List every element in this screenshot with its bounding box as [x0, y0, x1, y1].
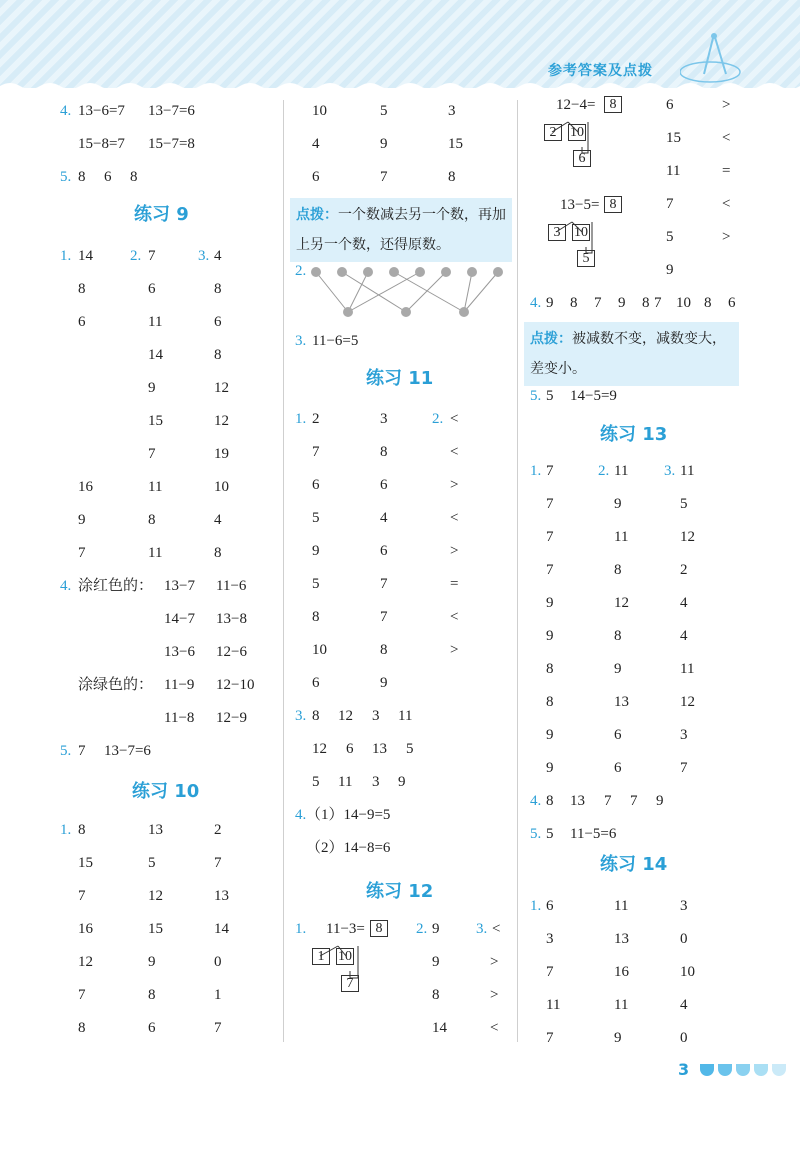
answer-text: 13−8 — [216, 611, 247, 627]
answer-text: 6 — [346, 741, 354, 757]
question-number: 2. — [416, 921, 428, 937]
answer-text: 11−3= — [326, 921, 365, 937]
answer-text: 5 — [546, 388, 554, 404]
answer-text: 13−6 — [164, 644, 195, 660]
answer-text: 12−9 — [216, 710, 247, 726]
answer-text: 0 — [214, 954, 222, 970]
answer-text: 15 — [148, 413, 163, 429]
answer-text: 11 — [148, 314, 163, 330]
question-number: 1. — [530, 898, 542, 914]
answer-text: 6 — [728, 295, 736, 311]
answer-text: < — [722, 196, 731, 212]
answer-text: 12 — [680, 529, 695, 545]
answer-text: > — [722, 229, 731, 245]
answer-text: = — [450, 576, 459, 592]
question-number: 1. — [295, 411, 307, 427]
answer-text: 5 — [148, 855, 156, 871]
answer-text: 7 — [546, 529, 554, 545]
answer-text: 5 — [546, 826, 554, 842]
answer-box: 5 — [577, 250, 595, 267]
answer-text: > — [490, 987, 499, 1003]
answer-text: 15−8=7 — [78, 136, 125, 152]
answer-text: 3 — [448, 103, 456, 119]
answer-text: 6 — [614, 727, 622, 743]
answer-text: 7 — [546, 562, 554, 578]
exercise-title: 练习 11 — [366, 368, 434, 389]
answer-text: 10 — [676, 295, 691, 311]
answer-text: 11 — [666, 163, 681, 179]
answer-text: 8 — [312, 609, 320, 625]
answer-text: 6 — [380, 477, 388, 493]
question-number: 2. — [432, 411, 444, 427]
answer-text: 6 — [666, 97, 674, 113]
answer-box: 6 — [573, 150, 591, 167]
answer-text: 11−5=6 — [570, 826, 617, 842]
answer-text: 8 — [78, 1020, 86, 1036]
answer-text: 9 — [618, 295, 626, 311]
question-number: 5. — [60, 743, 72, 759]
answer-text: 6 — [614, 760, 622, 776]
answer-text: > — [450, 642, 459, 658]
answer-text: 6 — [148, 281, 156, 297]
answer-text: 13 — [148, 822, 163, 838]
answer-text: 6 — [312, 169, 320, 185]
answer-text: 7 — [546, 463, 554, 479]
answer-text: 9 — [546, 760, 554, 776]
answer-text: 11−8 — [164, 710, 195, 726]
answer-text: 6 — [78, 314, 86, 330]
answer-text: 9 — [432, 954, 440, 970]
question-number: 5. — [60, 169, 72, 185]
question-number: 5. — [530, 388, 542, 404]
answer-text: < — [450, 444, 459, 460]
answer-text: 5 — [680, 496, 688, 512]
answer-text: 14 — [432, 1020, 447, 1036]
answer-text: 9 — [78, 512, 86, 528]
answer-box: 7 — [341, 975, 359, 992]
answer-text: 11 — [614, 898, 629, 914]
answer-text: 9 — [614, 496, 622, 512]
question-number: 4. — [60, 578, 72, 594]
answer-text: 12 — [614, 595, 629, 611]
question-number: 3. — [476, 921, 488, 937]
page-number: 3 — [678, 1060, 690, 1079]
answer-text: 7 — [312, 444, 320, 460]
answer-text: 13−7 — [164, 578, 195, 594]
answer-text: 13−5= — [560, 197, 600, 213]
answer-text: 7 — [78, 987, 86, 1003]
answer-text: 6 — [380, 543, 388, 559]
answer-text: 7 — [546, 964, 554, 980]
answer-text: 12−4= — [556, 97, 596, 113]
answer-text: = — [722, 163, 731, 179]
question-number: 1. — [295, 921, 307, 937]
answer-text: 7 — [380, 169, 388, 185]
question-number: 2. — [598, 463, 610, 479]
answer-text: 4 — [680, 997, 688, 1013]
tip-text: 一个数减去另一个数，再加上另一个数，还得原数。 — [296, 207, 506, 253]
answer-box: 8 — [370, 920, 388, 937]
answer-text: 16 — [78, 921, 93, 937]
answer-text: 9 — [398, 774, 406, 790]
answer-text: 9 — [148, 380, 156, 396]
answer-box: 1 — [312, 948, 330, 965]
answer-text: 8 — [312, 708, 320, 724]
answer-text: 8 — [214, 281, 222, 297]
answer-text: 4 — [680, 595, 688, 611]
answer-text: 11 — [148, 545, 163, 561]
answer-box: 10 — [574, 225, 588, 240]
answer-text: 3 — [546, 931, 554, 947]
answer-text: 13 — [614, 931, 629, 947]
answer-text: 8 — [432, 987, 440, 1003]
answer-text: 3 — [380, 411, 388, 427]
answer-text: 8 — [214, 545, 222, 561]
answer-text: 8 — [214, 347, 222, 363]
answer-text: 8 — [546, 694, 554, 710]
answer-text: 8 — [546, 793, 554, 809]
answer-text: 3 — [680, 898, 688, 914]
question-number: 4. — [60, 103, 72, 119]
answer-text: 7 — [604, 793, 612, 809]
answer-text: 13 — [570, 793, 585, 809]
answer-box: 2 — [544, 124, 562, 141]
answer-text: 9 — [432, 921, 440, 937]
answer-text: 11 — [546, 997, 561, 1013]
answer-text: 6 — [312, 477, 320, 493]
answer-text: 15−7=8 — [148, 136, 195, 152]
answer-text: 7 — [594, 295, 602, 311]
answer-text: 4 — [380, 510, 388, 526]
answer-text: 12 — [312, 741, 327, 757]
answer-text: 10 — [214, 479, 229, 495]
answer-text: > — [722, 97, 731, 113]
answer-text: 8 — [614, 628, 622, 644]
answer-text: 11 — [614, 463, 629, 479]
question-number: 3. — [664, 463, 676, 479]
answer-text: 9 — [148, 954, 156, 970]
answer-text: 12 — [680, 694, 695, 710]
answer-text: 6 — [104, 169, 112, 185]
answer-text: < — [450, 609, 459, 625]
answer-text: 11−6=5 — [312, 333, 359, 349]
answer-text: 15 — [448, 136, 463, 152]
answer-text: 16 — [614, 964, 629, 980]
answer-text: 9 — [380, 136, 388, 152]
answer-text: 7 — [630, 793, 638, 809]
answer-text: 8 — [78, 169, 86, 185]
answer-text: 6 — [214, 314, 222, 330]
answer-text: 9 — [380, 675, 388, 691]
answer-text: 9 — [666, 262, 674, 278]
answer-text: 7 — [546, 496, 554, 512]
answer-text: 8 — [148, 987, 156, 1003]
answer-text: 1 — [214, 987, 222, 1003]
answer-text: 7 — [214, 855, 222, 871]
answer-text: 16 — [78, 479, 93, 495]
exercise-title: 练习 14 — [600, 854, 668, 875]
answer-text: 7 — [380, 609, 388, 625]
answer-text: 11−9 — [164, 677, 195, 693]
answer-text: 8 — [546, 661, 554, 677]
exercise-title: 练习 13 — [600, 424, 668, 445]
answer-text: < — [450, 411, 459, 427]
answer-text: 5 — [312, 576, 320, 592]
answer-text: 11−6 — [216, 578, 247, 594]
answer-text: 11 — [614, 529, 629, 545]
answer-text: 8 — [704, 295, 712, 311]
answer-box: 10 — [570, 125, 584, 140]
answer-text: 8 — [78, 281, 86, 297]
question-number: 1. — [530, 463, 542, 479]
answer-text: 涂红色的： — [78, 578, 154, 594]
answer-text: 7 — [680, 760, 688, 776]
question-number: 5. — [530, 826, 542, 842]
answer-text: 12 — [214, 380, 229, 396]
answer-text: 14 — [78, 248, 93, 264]
answer-text: 涂绿色的： — [78, 677, 154, 693]
answer-text: 7 — [148, 446, 156, 462]
question-number: 4. — [295, 807, 307, 823]
answer-text: 13−7=6 — [148, 103, 195, 119]
answer-text: 14−7 — [164, 611, 195, 627]
answer-text: 11 — [614, 997, 629, 1013]
answer-text: 9 — [656, 793, 664, 809]
answer-text: 13 — [214, 888, 229, 904]
question-number: 1. — [60, 822, 72, 838]
answer-text: 8 — [380, 642, 388, 658]
answer-text: 2 — [680, 562, 688, 578]
answer-text: 12 — [214, 413, 229, 429]
answer-text: 5 — [406, 741, 414, 757]
answer-text: 12 — [148, 888, 163, 904]
answer-text: < — [722, 130, 731, 146]
answer-text: < — [492, 921, 501, 937]
answer-text: 8 — [448, 169, 456, 185]
answer-box: 8 — [604, 96, 622, 113]
answer-text: 5 — [380, 103, 388, 119]
answer-text: 9 — [614, 1030, 622, 1046]
answer-text: 15 — [148, 921, 163, 937]
answer-text: > — [450, 543, 459, 559]
answer-text: 10 — [312, 642, 327, 658]
answer-text: 11 — [398, 708, 413, 724]
answer-text: 10 — [680, 964, 695, 980]
answer-text: 12 — [78, 954, 93, 970]
answer-text: 12−6 — [216, 644, 247, 660]
tip-label: 点拨： — [296, 207, 338, 223]
answer-text: 13−6=7 — [78, 103, 125, 119]
answer-text: 7 — [148, 248, 156, 264]
answer-text: 8 — [570, 295, 578, 311]
answer-text: 9 — [546, 628, 554, 644]
answer-text: 8 — [148, 512, 156, 528]
answer-text: （2）14−8=6 — [306, 840, 391, 856]
answer-box: 10 — [338, 949, 352, 964]
answer-text: 7 — [654, 295, 662, 311]
answer-text: 12−10 — [216, 677, 255, 693]
answer-text: 0 — [680, 931, 688, 947]
answer-text: 2 — [312, 411, 320, 427]
answer-text: 19 — [214, 446, 229, 462]
question-number: 2. — [295, 263, 307, 279]
answer-text: 7 — [78, 545, 86, 561]
question-number: 3. — [198, 248, 210, 264]
answer-text: 13 — [372, 741, 387, 757]
answer-text: 8 — [130, 169, 138, 185]
answer-text: 13 — [614, 694, 629, 710]
answer-text: 9 — [614, 661, 622, 677]
answer-text: 14 — [148, 347, 163, 363]
answer-text: 4 — [214, 248, 222, 264]
answer-text: 3 — [372, 774, 380, 790]
answer-text: 15 — [78, 855, 93, 871]
answer-text: 9 — [312, 543, 320, 559]
answer-text: 0 — [680, 1030, 688, 1046]
exercise-title: 练习 10 — [132, 781, 200, 802]
answer-text: 5 — [666, 229, 674, 245]
answer-text: 12 — [338, 708, 353, 724]
answer-text: 5 — [312, 510, 320, 526]
answer-text: < — [490, 1020, 499, 1036]
answer-text: 7 — [546, 1030, 554, 1046]
tip-label: 点拨： — [530, 331, 572, 347]
answer-text: 14 — [214, 921, 229, 937]
answer-text: 8 — [642, 295, 650, 311]
question-number: 4. — [530, 793, 542, 809]
answer-text: 9 — [546, 595, 554, 611]
answer-text: 2 — [214, 822, 222, 838]
answer-text: 13−7=6 — [104, 743, 151, 759]
answer-text: 8 — [380, 444, 388, 460]
answer-text: 6 — [148, 1020, 156, 1036]
answer-text: 11 — [680, 661, 695, 677]
answer-text: 11 — [148, 479, 163, 495]
answer-text: 11 — [338, 774, 353, 790]
exercise-title: 练习 9 — [134, 204, 189, 225]
answer-text: 8 — [614, 562, 622, 578]
answer-text: 7 — [78, 743, 86, 759]
answer-text: 15 — [666, 130, 681, 146]
question-number: 2. — [130, 248, 142, 264]
header-title: 参考答案及点拨 — [548, 63, 653, 79]
answer-text: 3 — [372, 708, 380, 724]
answer-text: 5 — [312, 774, 320, 790]
answer-text: 7 — [214, 1020, 222, 1036]
answer-text: 4 — [312, 136, 320, 152]
answer-text: 3 — [680, 727, 688, 743]
answer-text: 6 — [312, 675, 320, 691]
answer-text: 14−5=9 — [570, 388, 617, 404]
answer-text: 8 — [78, 822, 86, 838]
answer-text: > — [490, 954, 499, 970]
answer-text: 10 — [312, 103, 327, 119]
exercise-title: 练习 12 — [366, 881, 434, 902]
question-number: 4. — [530, 295, 542, 311]
answer-text: 9 — [546, 295, 554, 311]
answer-text: < — [450, 510, 459, 526]
question-number: 3. — [295, 333, 307, 349]
question-number: 3. — [295, 708, 307, 724]
answer-text: 11 — [680, 463, 695, 479]
answer-text: 9 — [546, 727, 554, 743]
answer-text: 7 — [78, 888, 86, 904]
question-number: 1. — [60, 248, 72, 264]
tip-text: 被减数不变，减数变大，差变小。 — [530, 331, 726, 377]
answer-text: 6 — [546, 898, 554, 914]
answer-box: 3 — [548, 224, 566, 241]
answer-text: （1）14−9=5 — [306, 807, 391, 823]
answer-text: > — [450, 477, 459, 493]
answer-box: 8 — [604, 196, 622, 213]
answer-text: 7 — [380, 576, 388, 592]
answer-text: 4 — [214, 512, 222, 528]
answer-text: 4 — [680, 628, 688, 644]
answer-text: 7 — [666, 196, 674, 212]
